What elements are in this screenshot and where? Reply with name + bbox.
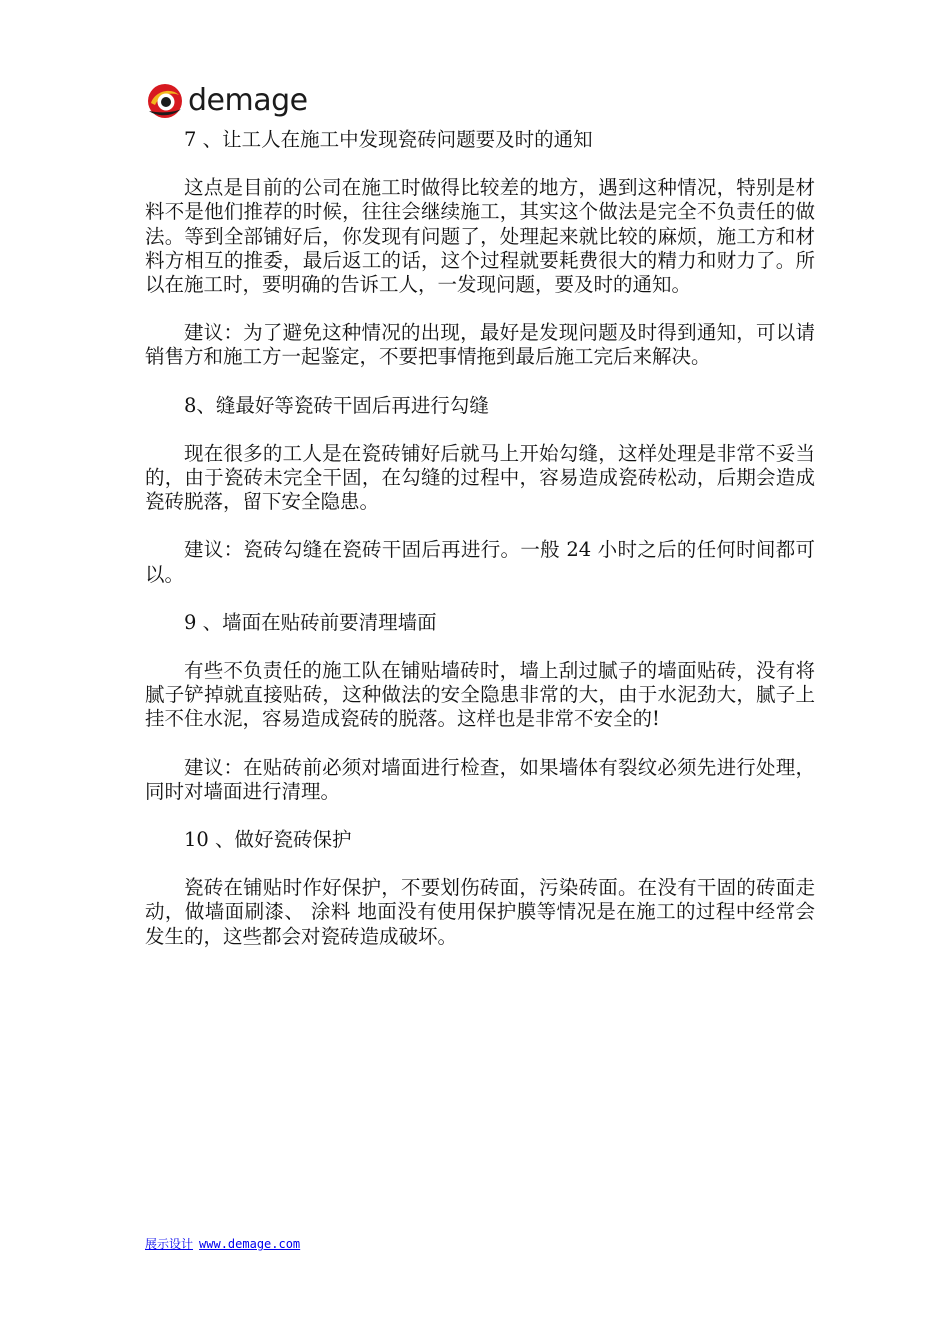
paragraph-9-advice: 建议：在贴砖前必须对墙面进行检查，如果墙体有裂纹必须先进行处理，同时对墙面进行清理。 [145,755,815,803]
paragraph-8-body: 现在很多的工人是在瓷砖铺好后就马上开始勾缝，这样处理是非常不妥当的，由于瓷砖未完全干固，在勾缝的过程中，容易造成瓷砖松动，后期会造成瓷砖脱落，留下安全隐患。 [145,441,815,514]
section-heading-8: 8、缝最好等瓷砖干固后再进行勾缝 [184,393,489,417]
brand-logo [145,80,325,122]
paragraph-10-body: 瓷砖在铺贴时作好保护，不要划伤砖面，污染砖面。在没有干固的砖面走动，做墙面刷漆、 涂料 地面没有使用保护膜等情况是在施工的过程中经常会发生的，这些都会对瓷砖造成破坏。 [145,876,815,948]
section-heading-7: 7 、让工人在施工中发现瓷砖问题要及时的通知 [184,128,593,151]
paragraph-7-advice: 建议：为了避免这种情况的出现，最好是发现问题及时得到通知，可以请销售方和施工方一起鉴定，不要把事情拖到最后施工完后来解决。 [145,321,815,369]
logo-wordmark: demage [188,83,308,118]
paragraph-7-body: 这点是目前的公司在施工时做得比较差的地方，遇到这种情况，特别是材料不是他们推荐的时候，往往会继续施工，其实这个做法是完全不负责任的做法。等到全部铺好后，你发现有问题了，处理起来就比较的麻烦，施工方和材料方相互的推委，最后返工的话，这个过程就要耗费很大的精力和财力了。所以在施工时，要明确的告诉工人，一发现问题，要及时的通知。 [145,176,815,297]
demage-logo-icon [145,81,185,121]
paragraph-8-advice: 建议：瓷砖勾缝在瓷砖干固后再进行。一般 24 小时之后的任何时间都可以。 [145,538,815,586]
article-body [145,128,815,949]
section-heading-10: 10 、做好瓷砖保护 [184,828,352,852]
section-heading-9: 9 、墙面在贴砖前要清理墙面 [184,610,437,634]
footer-link-display-design[interactable]: 展示设计 [145,1237,194,1251]
paragraph-9-body: 有些不负责任的施工队在铺贴墙砖时，墙上刮过腻子的墙面贴砖，没有将腻子铲掉就直接贴砖，这种做法的安全隐患非常的大，由于水泥劲大，腻子上挂不住水泥，容易造成瓷砖的脱落。这样也是非常不安全的! [145,659,815,731]
page-footer [145,1236,306,1252]
footer-link-website[interactable]: www.demage.com [199,1237,301,1251]
